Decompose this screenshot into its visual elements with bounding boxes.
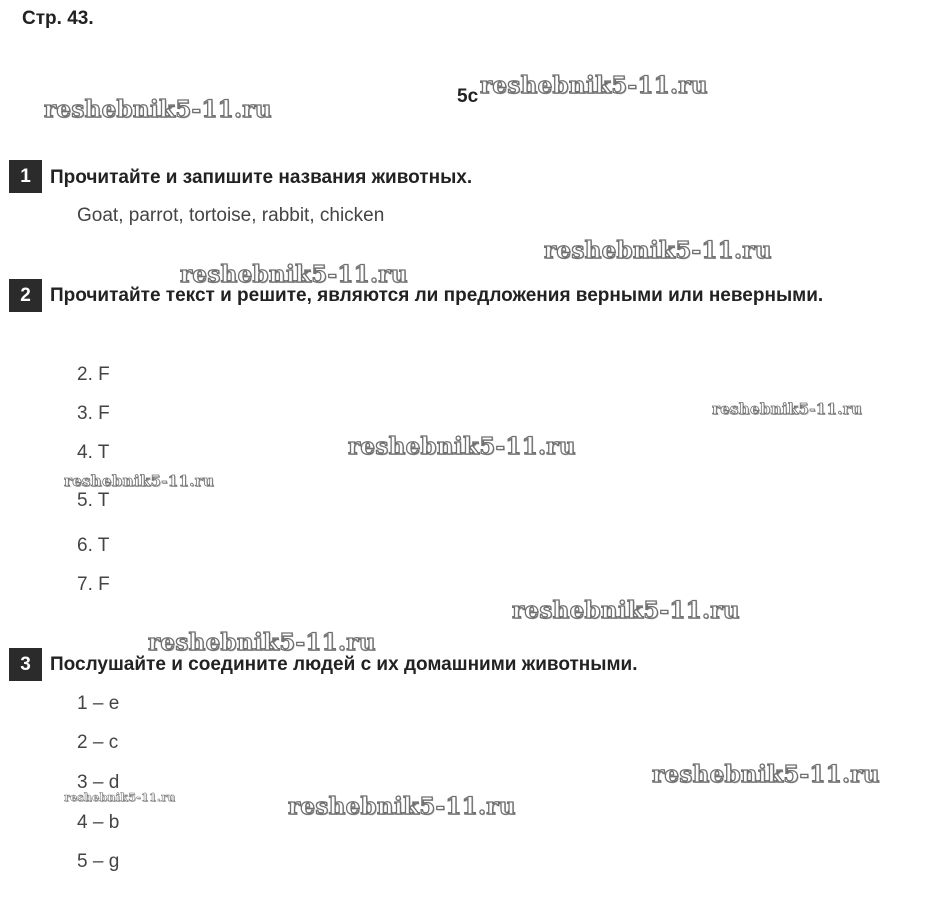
task-3-answer: 1 – e <box>77 693 120 714</box>
task-1-answer: Goat, parrot, tortoise, rabbit, chicken <box>77 205 385 226</box>
task-1-number: 1 <box>9 160 42 193</box>
task-3-answer: 2 – c <box>77 732 119 753</box>
task-2-answer: 6. T <box>77 535 110 556</box>
watermark: reshebnik5-11.ru <box>44 96 272 123</box>
watermark: reshebnik5-11.ru <box>712 400 863 418</box>
watermark: reshebnik5-11.ru <box>512 597 740 624</box>
watermark: reshebnik5-11.ru <box>64 472 215 490</box>
task-2-answer: 5. T <box>77 490 110 511</box>
task-3-answer: 4 – b <box>77 812 120 833</box>
task-1-title: Прочитайте и запишите названия животных. <box>50 167 473 188</box>
task-3-title: Послушайте и соедините людей с их домашними животными. <box>50 654 638 675</box>
task-2-answer: 4. T <box>77 442 110 463</box>
task-2-answer: 3. F <box>77 403 110 424</box>
watermark: reshebnik5-11.ru <box>652 761 880 788</box>
watermark: reshebnik5-11.ru <box>148 629 376 656</box>
task-2-answer: 2. F <box>77 364 110 385</box>
watermark: reshebnik5-11.ru <box>180 261 408 288</box>
watermark: reshebnik5-11.ru <box>64 791 176 804</box>
watermark: reshebnik5-11.ru <box>348 433 576 460</box>
page-number: Стр. 43. <box>22 8 94 29</box>
watermark: reshebnik5-11.ru <box>288 793 516 820</box>
unit-label: 5c <box>457 86 479 107</box>
task-3-answer: 5 – g <box>77 851 120 872</box>
task-2-number: 2 <box>9 279 42 312</box>
watermark: reshebnik5-11.ru <box>544 237 772 264</box>
watermark: reshebnik5-11.ru <box>480 72 708 99</box>
task-2-title: Прочитайте текст и решите, являются ли предложения верными или неверными. <box>50 285 824 306</box>
task-3-number: 3 <box>9 648 42 681</box>
task-3-answer: 3 – d <box>77 772 120 793</box>
task-2-answer: 7. F <box>77 574 110 595</box>
